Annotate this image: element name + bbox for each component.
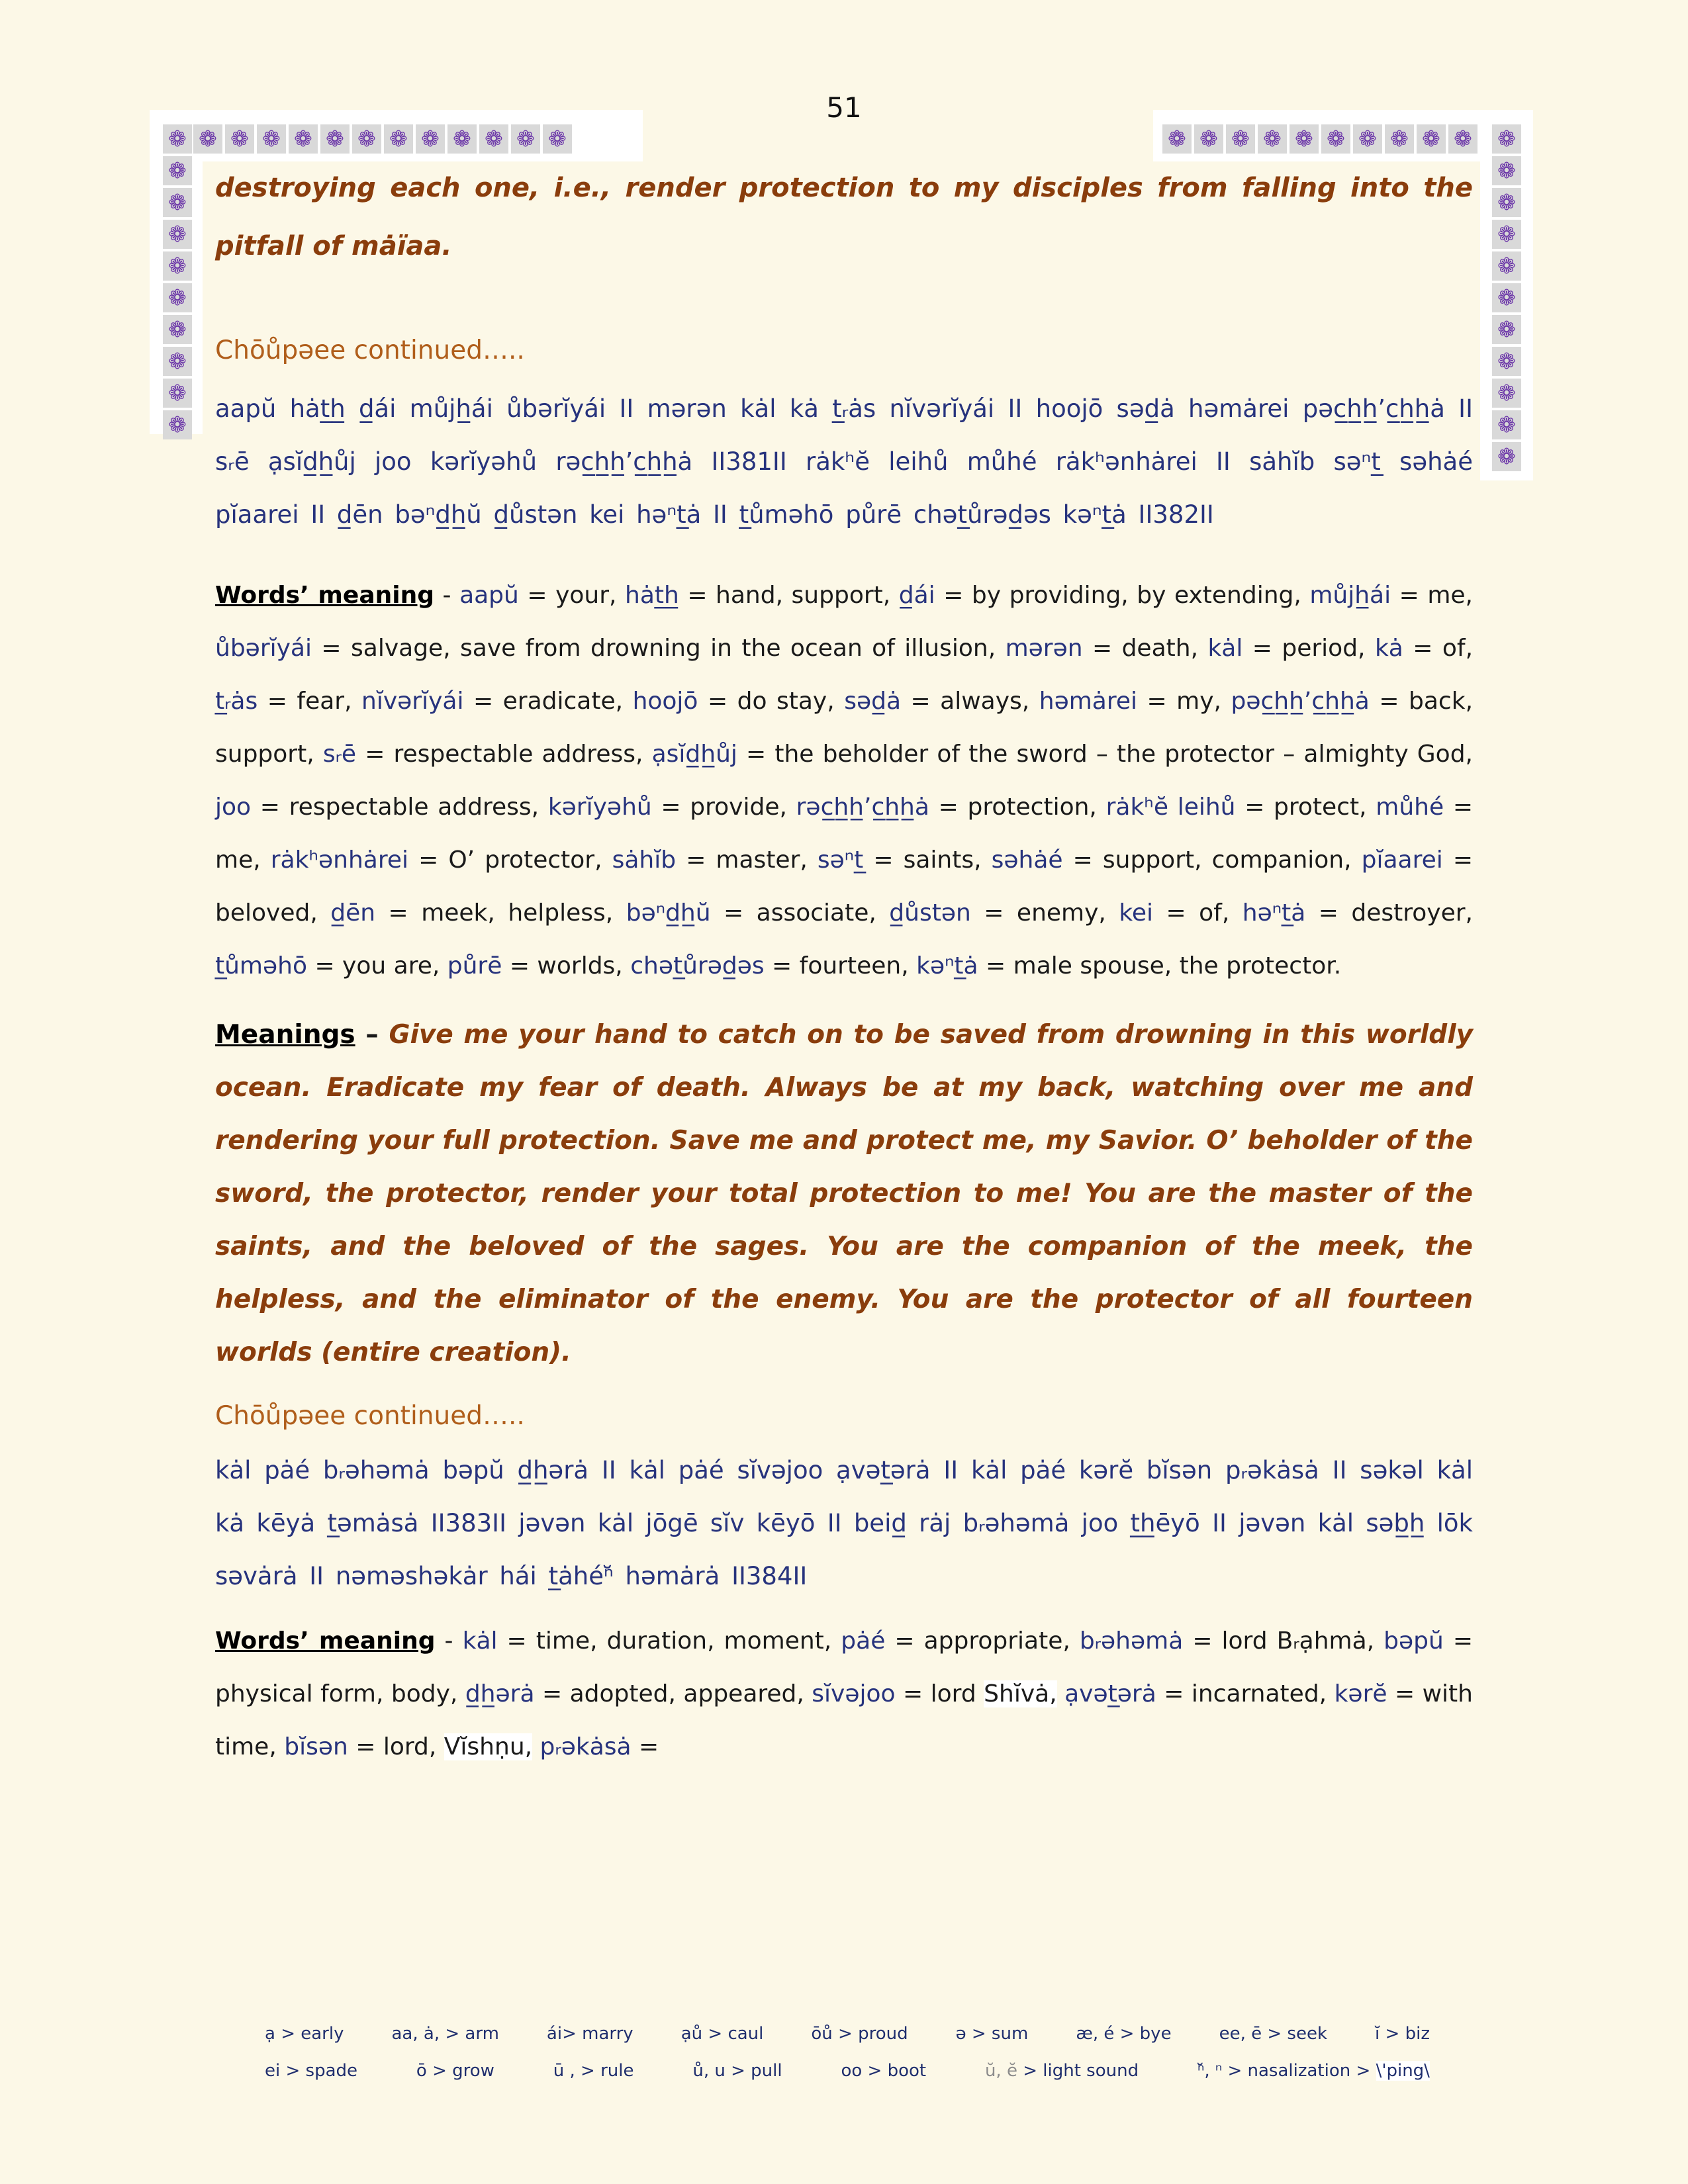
transliterated-term: bəpŭ <box>1383 1627 1444 1655</box>
meaning-text: = O’ protector, <box>408 846 612 874</box>
transliterated-term: chət̲ůrəd̲əs <box>630 952 765 979</box>
flower-icon: ❁ <box>163 124 192 154</box>
flower-icon: ❁ <box>1492 315 1521 344</box>
transliterated-term: můhé <box>1376 794 1444 821</box>
flower-icon: ❁ <box>1492 410 1521 439</box>
meaning-text <box>1057 1680 1064 1707</box>
flower-icon: ❁ <box>1492 156 1521 185</box>
transliterated-term: pᵣəkȧsȧ <box>539 1733 632 1760</box>
flower-icon: ❁ <box>225 124 254 154</box>
flower-icon: ❁ <box>511 124 540 154</box>
words-meaning-label: Words’ meaning <box>215 582 434 609</box>
meaning-text: = of, <box>1403 635 1474 662</box>
transliterated-term: ạvət̲ərȧ <box>1064 1680 1156 1707</box>
meaning-text: = provide, <box>651 794 796 821</box>
flower-icon: ❁ <box>1162 124 1192 154</box>
transliterated-term: sȧhĭb <box>612 846 677 874</box>
transliterated-term: həmȧrei <box>1039 688 1138 715</box>
meaning-text: = you are, <box>307 952 447 979</box>
meaning-text: = male spouse, the protector. <box>978 952 1342 979</box>
pronunciation-key-text: aa, ȧ, > arm <box>391 2024 499 2044</box>
meaning-text: = of, <box>1153 899 1243 927</box>
pronunciation-key-item <box>265 2024 344 2044</box>
meaning-text: = do stay, <box>698 688 845 715</box>
transliterated-term: t̲ůməhō <box>215 952 307 979</box>
flower-icon: ❁ <box>416 124 445 154</box>
meaning-text <box>532 1733 539 1760</box>
meaning-text: = with time, <box>215 1680 1473 1760</box>
page-content <box>215 159 1473 1774</box>
flower-icon: ❁ <box>163 156 192 185</box>
pronunciation-key-item <box>681 2024 764 2044</box>
flower-icon: ❁ <box>1226 124 1255 154</box>
intro-paragraph: destroying each one, i.e., render protection to my disciples from falling into the pitfall of mȧïaa. <box>215 173 1473 261</box>
pronunciation-key-item <box>1197 2061 1430 2081</box>
pronunciation-key-item <box>811 2024 908 2044</box>
flower-icon: ❁ <box>257 124 286 154</box>
meaning-text: = salvage, save from drowning in the ocean of illusion, <box>312 635 1006 662</box>
pronunciation-key-item <box>553 2061 634 2081</box>
flower-icon: ❁ <box>447 124 477 154</box>
transliterated-term: rəc̲h̲h̲’c̲h̲h̲ȧ <box>796 794 929 821</box>
flower-icon: ❁ <box>1492 188 1521 217</box>
verse-381-382: aapŭ hȧt̲h̲ d̲ái můjh̲ái ůbərĭyái II mərən kȧl kȧ t̲ᵣȧs nĭvərĭyái II hoojō səd̲ȧ həmȧrei pəc̲h̲h̲’c̲h̲h̲ȧ II sᵣē ạsĭd̲h̲ůj joo kərĭyəhů rəc̲h̲h̲’c̲h̲h̲ȧ II381II rȧkʰĕ leihů můhé rȧkʰənhȧrei II sȧhĭb səⁿt̲ səhȧé pĭaarei II d̲ēn bəⁿd̲h̲ŭ d̲ůstən kei həⁿt̲ȧ II t̲ůməhō půrē chət̲ůrəd̲əs kəⁿt̲ȧ II382II <box>215 394 1473 529</box>
pronunciation-key-text: ōů > proud <box>811 2024 908 2044</box>
meaning-text: = enemy, <box>970 899 1119 927</box>
flower-icon: ❁ <box>163 283 192 312</box>
flower-border-top-left <box>193 124 572 154</box>
pronunciation-key-text: \'ping\ <box>1376 2061 1430 2081</box>
meanings-text: Give me your hand to catch on to be saved from drowning in this worldly ocean. Eradicate my fear of death. Always be at my back, watching over me and rendering your full protection. Save me and protect me, my Savior. O’ beholder of the sword, the protector, render your total protection to me! You are the master of the saints, and the beloved of the sages. You are the companion of the meek, the helpless, and the eliminator of the enemy. You are the protector of all fourteen worlds (entire creation). <box>215 1020 1473 1367</box>
flower-icon: ❁ <box>1321 124 1350 154</box>
transliterated-term: kȧl <box>462 1627 498 1655</box>
meaning-text: = lord Bᵣạhmȧ, <box>1183 1627 1384 1655</box>
transliterated-term: nĭvərĭyái <box>361 688 464 715</box>
pronunciation-key-text: ạů > caul <box>680 2024 764 2044</box>
pronunciation-key-text: ů, u > pull <box>692 2061 782 2081</box>
transliterated-term: bĭsən <box>284 1733 348 1760</box>
words-meaning-paragraph-1 <box>215 569 1473 993</box>
meaning-text: = associate, <box>710 899 890 927</box>
meaning-text: = fourteen, <box>764 952 917 979</box>
pronunciation-key-text: ĭ > biz <box>1375 2024 1430 2044</box>
flower-icon: ❁ <box>1492 124 1521 154</box>
pronunciation-key-item <box>956 2024 1029 2044</box>
transliterated-term: səⁿt̲ <box>817 846 864 874</box>
verse-383-384: kȧl pȧé bᵣəhəmȧ bəpŭ d̲h̲ərȧ II kȧl pȧé sĭvəjoo ạvət̲ərȧ II kȧl pȧé kərĕ bĭsən pᵣəkȧsȧ II səkəl kȧl kȧ kēyȧ t̲əmȧsȧ II383II jəvən kȧl jōgē sĭv kēyō II beid̲ rȧj bᵣəhəmȧ joo t̲h̲ēyō II jəvən kȧl səb̲h̲ lōk səvȧrȧ II nəməshəkȧr hái t̲ȧhéⁿ̆ həmȧrȧ II384II <box>215 1456 1473 1590</box>
meaning-text: = physical form, body, <box>215 1627 1474 1707</box>
transliterated-term: mərən <box>1005 635 1083 662</box>
pronunciation-key-item <box>1076 2024 1171 2044</box>
transliterated-term: půrē <box>447 952 502 979</box>
flower-icon: ❁ <box>1492 251 1521 281</box>
transliterated-term: sᵣē <box>322 741 357 768</box>
flower-border-right <box>1492 124 1521 471</box>
meaning-text: = your, <box>518 582 625 609</box>
meaning-text: Shĭvȧ, <box>984 1680 1057 1707</box>
meaning-text: = incarnated, <box>1156 1680 1335 1707</box>
pronunciation-key-item <box>392 2024 499 2044</box>
page-number: 51 <box>826 91 862 124</box>
meaning-text: = death, <box>1082 635 1208 662</box>
pronunciation-key-item <box>416 2061 494 2081</box>
meaning-text: = support, companion, <box>1062 846 1362 874</box>
flower-icon: ❁ <box>163 220 192 249</box>
pronunciation-key-item <box>1219 2024 1327 2044</box>
meanings-paragraph <box>215 1009 1473 1379</box>
transliterated-term: joo <box>215 794 252 821</box>
choupaee-heading-1: Chōůpəee continued….. <box>215 336 525 365</box>
flower-border-left <box>163 124 192 439</box>
pronunciation-key-text: ⁿ̆, ⁿ > nasalization > <box>1197 2061 1376 2081</box>
pronunciation-key-text: ŭ, ĕ <box>984 2061 1017 2081</box>
flower-icon: ❁ <box>1492 379 1521 408</box>
meaning-text: = protection, <box>929 794 1106 821</box>
flower-icon: ❁ <box>1492 283 1521 312</box>
flower-icon: ❁ <box>320 124 350 154</box>
transliterated-term: bᵣəhəmȧ <box>1079 1627 1184 1655</box>
pronunciation-key <box>265 2024 1430 2081</box>
flower-icon: ❁ <box>1492 220 1521 249</box>
transliterated-term: d̲ēn <box>330 899 376 927</box>
pronunciation-key-row-1 <box>265 2024 1430 2044</box>
transliterated-term: ạsĭd̲h̲ůj <box>651 741 737 768</box>
meaning-text: = respectable address, <box>251 794 548 821</box>
meanings-label: Meanings <box>215 1020 355 1050</box>
meaning-text: = fear, <box>258 688 362 715</box>
meaning-text: = the beholder of the sword – the protector – almighty God, <box>737 741 1473 768</box>
meaning-text: = back, support, <box>215 688 1474 768</box>
pronunciation-key-text: ái> marry <box>546 2024 633 2044</box>
pronunciation-key-item <box>265 2061 357 2081</box>
flower-icon: ❁ <box>352 124 381 154</box>
flower-icon: ❁ <box>193 124 222 154</box>
meaning-text: = period, <box>1243 635 1375 662</box>
flower-icon: ❁ <box>1492 347 1521 376</box>
pronunciation-key-text: ə > sum <box>955 2024 1029 2044</box>
meaning-text: = meek, helpless, <box>375 899 626 927</box>
choupaee-heading-2: Chōůpəee continued….. <box>215 1401 525 1431</box>
meaning-text: = time, duration, moment, <box>497 1627 841 1655</box>
pronunciation-key-item <box>547 2024 633 2044</box>
flower-icon: ❁ <box>163 315 192 344</box>
flower-icon: ❁ <box>1385 124 1414 154</box>
meaning-text: = eradicate, <box>463 688 633 715</box>
transliterated-term: səd̲ȧ <box>844 688 902 715</box>
meaning-text: = worlds, <box>502 952 631 979</box>
meaning-text: = master, <box>676 846 818 874</box>
meaning-text: = <box>631 1733 659 1760</box>
transliterated-term: t̲ᵣȧs <box>215 688 258 715</box>
transliterated-term: bəⁿd̲h̲ŭ <box>626 899 711 927</box>
meaning-text: = hand, support, <box>679 582 899 609</box>
meaning-text: = destroyer, <box>1305 899 1473 927</box>
flower-icon: ❁ <box>163 410 192 439</box>
transliterated-term: rȧkʰĕ leihů <box>1105 794 1236 821</box>
flower-icon: ❁ <box>289 124 318 154</box>
pronunciation-key-text: ee, ē > seek <box>1219 2024 1328 2044</box>
transliterated-term: sĭvəjoo <box>812 1680 896 1707</box>
meaning-text: Vĭshṇu, <box>444 1733 533 1760</box>
pronunciation-key-row-2 <box>265 2061 1430 2081</box>
words-meaning-text <box>215 582 1473 979</box>
flower-icon: ❁ <box>1289 124 1319 154</box>
meaning-text: = me, <box>215 794 1474 874</box>
meaning-text: = adopted, appeared, <box>534 1680 812 1707</box>
meaning-text: = always, <box>901 688 1039 715</box>
transliterated-term: hoojō <box>632 688 698 715</box>
flower-icon: ❁ <box>1448 124 1477 154</box>
transliterated-term: aapŭ <box>459 582 519 609</box>
transliterated-term: d̲h̲ərȧ <box>465 1680 535 1707</box>
transliterated-term: kəⁿt̲ȧ <box>916 952 978 979</box>
pronunciation-key-item <box>1375 2024 1430 2044</box>
pronunciation-key-item <box>692 2061 782 2081</box>
words-meaning-paragraph-2 <box>215 1615 1473 1774</box>
words-meaning-label: Words’ meaning <box>215 1627 436 1655</box>
meanings-separator: – <box>355 1020 389 1050</box>
pronunciation-key-item <box>985 2061 1139 2081</box>
transliterated-term: rȧkʰənhȧrei <box>270 846 409 874</box>
meaning-text: = beloved, <box>215 846 1474 927</box>
meaning-text: = lord, <box>348 1733 444 1760</box>
flower-icon: ❁ <box>479 124 508 154</box>
flower-icon: ❁ <box>1194 124 1223 154</box>
pronunciation-key-item <box>841 2061 926 2081</box>
transliterated-term: həⁿt̲ȧ <box>1242 899 1306 927</box>
transliterated-term: d̲ái <box>898 582 935 609</box>
words-meaning-separator: - <box>434 582 460 609</box>
transliterated-term: kȧ <box>1374 635 1403 662</box>
transliterated-term: kərĕ <box>1334 1680 1387 1707</box>
transliterated-term: səhȧé <box>991 846 1063 874</box>
flower-icon: ❁ <box>163 379 192 408</box>
meaning-text: = respectable address, <box>356 741 652 768</box>
flower-icon: ❁ <box>163 347 192 376</box>
pronunciation-key-text: ei > spade <box>265 2061 358 2081</box>
meaning-text: = lord <box>895 1680 984 1707</box>
transliterated-term: ůbərĭyái <box>215 635 312 662</box>
flower-border-top-right <box>1162 124 1477 154</box>
flower-icon: ❁ <box>1353 124 1382 154</box>
meaning-text: = saints, <box>863 846 992 874</box>
pronunciation-key-text: æ, é > bye <box>1076 2024 1172 2044</box>
meaning-text: = me, <box>1391 582 1473 609</box>
transliterated-term: pȧé <box>841 1627 886 1655</box>
meaning-text: = my, <box>1137 688 1231 715</box>
transliterated-term: kei <box>1119 899 1154 927</box>
meaning-text: = by providing, by extending, <box>935 582 1310 609</box>
meaning-text: = appropriate, <box>885 1627 1080 1655</box>
flower-icon: ❁ <box>1492 442 1521 471</box>
pronunciation-key-text: > light sound <box>1017 2061 1139 2081</box>
pronunciation-key-text: ạ > early <box>265 2024 344 2044</box>
flower-icon: ❁ <box>1417 124 1446 154</box>
transliterated-term: kərĭyəhů <box>547 794 652 821</box>
pronunciation-key-text: ū , > rule <box>553 2061 634 2081</box>
transliterated-term: pəc̲h̲h̲’c̲h̲h̲ȧ <box>1231 688 1370 715</box>
pronunciation-key-text: oo > boot <box>841 2061 927 2081</box>
transliterated-term: kȧl <box>1207 635 1243 662</box>
flower-icon: ❁ <box>163 251 192 281</box>
transliterated-term: d̲ůstən <box>889 899 971 927</box>
transliterated-term: pĭaarei <box>1361 846 1443 874</box>
words-meaning-separator: - <box>435 1627 463 1655</box>
transliterated-term: hȧt̲h̲ <box>625 582 679 609</box>
pronunciation-key-text: ō > grow <box>416 2061 494 2081</box>
flower-icon: ❁ <box>384 124 413 154</box>
flower-icon: ❁ <box>163 188 192 217</box>
flower-icon: ❁ <box>1258 124 1287 154</box>
transliterated-term: můjh̲ái <box>1309 582 1391 609</box>
flower-icon: ❁ <box>543 124 572 154</box>
meaning-text: = protect, <box>1235 794 1376 821</box>
